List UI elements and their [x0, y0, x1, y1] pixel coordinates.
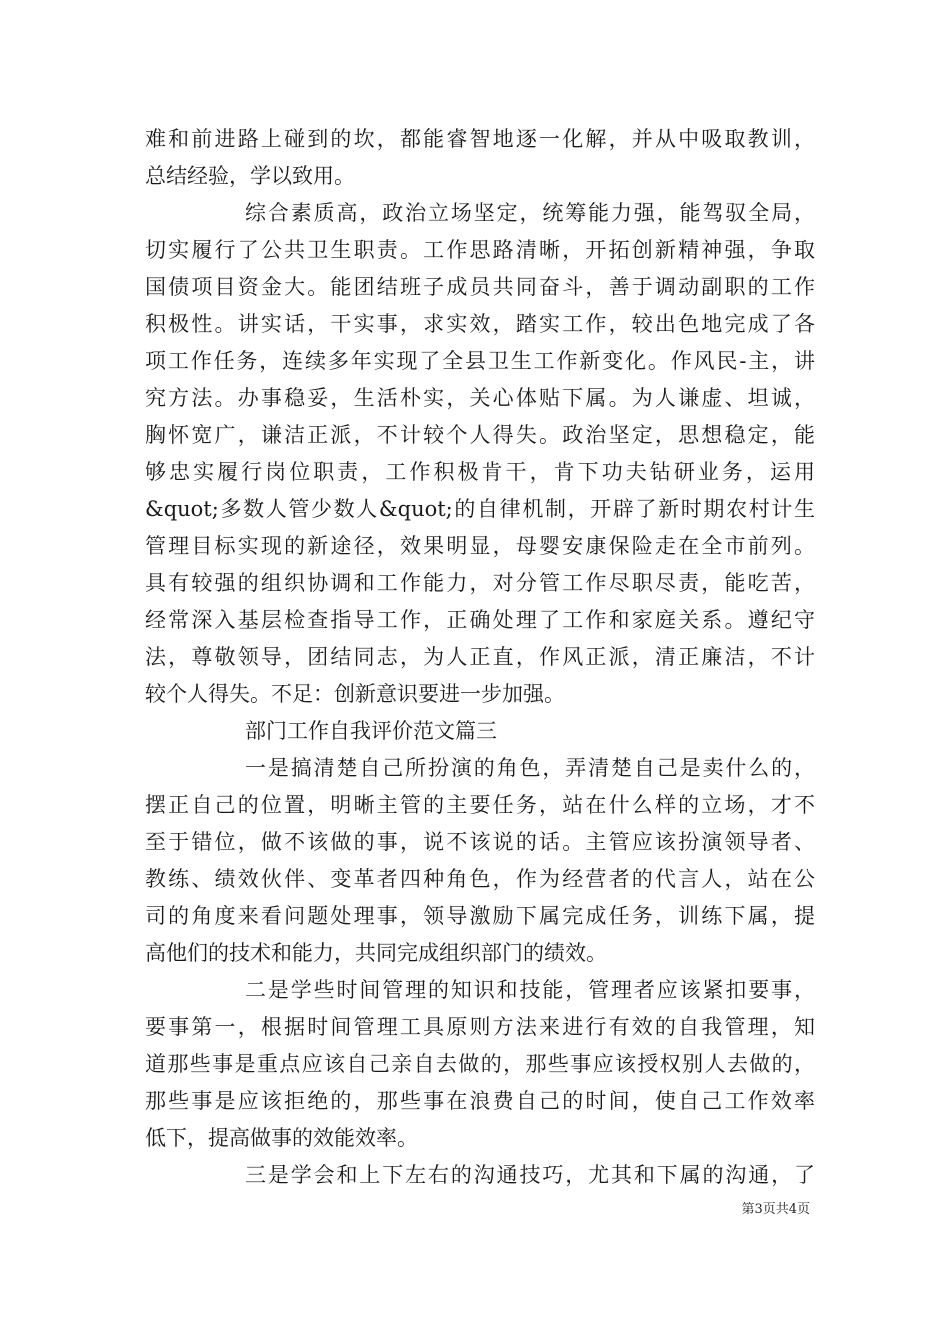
text-line: 低下，提高做事的效能效率。 — [145, 1126, 418, 1150]
text-line: 那些事是应该拒绝的，那些事在浪费自己的时间，使自己工作效率 — [145, 1089, 815, 1113]
text-line: 教练、绩效伙伴、变革者四种角色，作为经营者的代言人，站在公 — [145, 867, 815, 891]
text-line: &quot;多数人管少数人&quot;的自律机制，开辟了新时期农村计生 — [145, 497, 815, 521]
paragraph-start-line: 综合素质高，政治立场坚定，统筹能力强，能驾驭全局， — [245, 201, 815, 225]
text-line: 要事第一，根据时间管理工具原则方法来进行有效的自我管理，知 — [145, 1015, 815, 1039]
text-line: 至于错位，做不该做的事，说不该说的话。主管应该扮演领导者、 — [145, 830, 815, 854]
text-line: 项工作任务，连续多年实现了全县卫生工作新变化。作风民-主，讲 — [145, 349, 815, 373]
text-line: 国债项目资金大。能团结班子成员共同奋斗，善于调动副职的工作 — [145, 275, 815, 299]
text-line: 胸怀宽广，谦洁正派，不计较个人得失。政治坚定，思想稳定，能 — [145, 423, 815, 447]
text-line: 积极性。讲实话，干实事，求实效，踏实工作，较出色地完成了各 — [145, 312, 815, 336]
text-line: 高他们的技术和能力，共同完成组织部门的绩效。 — [145, 941, 607, 965]
section-heading: 部门工作自我评价范文篇三 — [245, 719, 497, 743]
text-line: 法，尊敬领导，团结同志，为人正直，作风正派，清正廉洁，不计 — [145, 645, 815, 669]
text-line: 司的角度来看问题处理事，领导激励下属完成任务，训练下属，提 — [145, 904, 815, 928]
text-line: 够忠实履行岗位职责，工作积极肯干，肯下功夫钻研业务，运用 — [145, 460, 815, 484]
paragraph-start-line: 一是搞清楚自己所扮演的角色，弄清楚自己是卖什么的， — [245, 756, 815, 780]
text-line: 究方法。办事稳妥，生活朴实，关心体贴下属。为人谦虚、坦诚， — [145, 386, 815, 410]
text-line: 经常深入基层检查指导工作，正确处理了工作和家庭关系。遵纪守 — [145, 608, 815, 632]
text-line: 摆正自己的位置，明晰主管的主要任务，站在什么样的立场，才不 — [145, 793, 815, 817]
text-line: 切实履行了公共卫生职责。工作思路清晰，开拓创新精神强，争取 — [145, 238, 815, 262]
text-line: 道那些事是重点应该自己亲自去做的，那些事应该授权别人去做的， — [145, 1052, 815, 1076]
text-line: 较个人得失。不足：创新意识要进一步加强。 — [145, 682, 565, 706]
text-line: 管理目标实现的新途径，效果明显，母婴安康保险走在全市前列。 — [145, 534, 815, 558]
body-text — [145, 121, 815, 1194]
page-number: 第3页共4页 — [741, 1202, 810, 1217]
text-line: 总结经验，学以致用。 — [145, 164, 355, 188]
text-line: 具有较强的组织协调和工作能力，对分管工作尽职尽责，能吃苦， — [145, 571, 815, 595]
paragraph-start-line: 三是学会和上下左右的沟通技巧，尤其和下属的沟通，了 — [245, 1163, 815, 1187]
text-line: 难和前进路上碰到的坎，都能睿智地逐一化解，并从中吸取教训， — [145, 127, 815, 151]
paragraph-start-line: 二是学些时间管理的知识和技能，管理者应该紧扣要事， — [245, 978, 815, 1002]
